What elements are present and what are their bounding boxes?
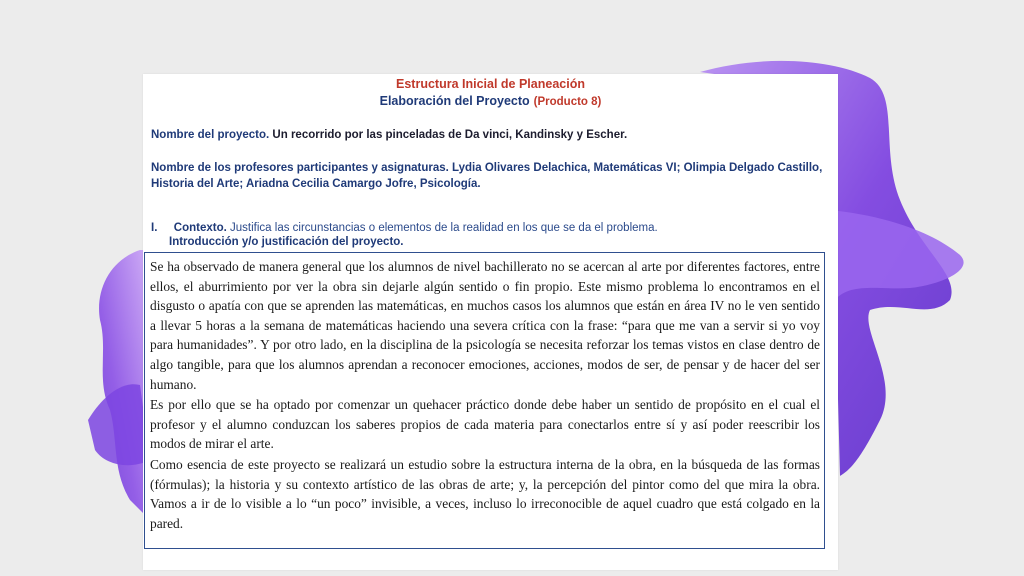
teachers-line-1: Nombre de los profesores participantes y asignaturas. Lydia Olivares Delachica, Matemáticas VI; Olimpia Delgado Castillo, xyxy=(151,162,823,174)
introduction-heading: Introducción y/o justificación del proyecto. xyxy=(169,236,404,248)
justification-text-box xyxy=(144,252,825,549)
product-tag: (Producto 8) xyxy=(533,96,602,108)
project-name-label: Nombre del proyecto. xyxy=(151,129,270,141)
document-title: Estructura Inicial de Planeación xyxy=(396,77,585,91)
project-name-line xyxy=(151,127,830,143)
paragraph-1: Se ha observado de manera general que los alumnos de nivel bachillerato no se acercan al arte por diferentes factores, entre ellos, el aburrimiento por ver la obra sin dejarle algún sentido o fin propio. Este mismo problema lo encontramos en el disgusto o apatía con que se aprenden las matemáticas, en muchos casos los alumnos que están en área IV no le ven sentido a llevar 5 horas a la semana de matemáticas haciendo una severa crítica con la frase: “para que me van a servir si yo voy para humanidades”. Y por otro lado, en la disciplina de la psicología se necesita reforzar los temas vistos en clase dentro de algo tangible, para que los alumnos aprendan a reconocer emociones, acciones, modos de ser, de pensar y de hacer del ser humano. xyxy=(150,259,820,392)
planning-document-page xyxy=(143,74,838,570)
document-subtitle xyxy=(143,94,838,108)
context-line xyxy=(151,220,830,236)
project-name-value: Un recorrido por las pinceladas de Da vinci, Kandinsky y Escher. xyxy=(272,129,628,141)
paragraph-3: Como esencia de este proyecto se realizará un estudio sobre la estructura interna de la obra, en la búsqueda de las formas (fórmulas); la historia y su contexto artístico de las obras de arte; y, la percepción del pintor como del que mira la obra. Vamos a ir de lo visible a lo “un poco” invisible, a veces, incluso lo irreconocible de aquel cuadro que está colgado en la pared. xyxy=(150,456,820,531)
subtitle-text: Elaboración del Proyecto xyxy=(379,94,530,108)
paragraph-2: Es por ello que se ha optado por comenzar un quehacer práctico donde debe haber un sentido de propósito en el cual el profesor y el alumno conduzcan los saberes propios de cada materia para conectarlos entre sí y así poder reescribir los modos de mirar el arte. xyxy=(150,397,820,452)
context-description: Justifica las circunstancias o elementos de la realidad en los que se da el problema. xyxy=(230,222,658,234)
teachers-line-2: Historia del Arte; Ariadna Cecilia Camargo Jofre, Psicología. xyxy=(151,178,481,190)
context-numeral: I. xyxy=(151,222,158,234)
context-label: Contexto. xyxy=(173,222,227,234)
